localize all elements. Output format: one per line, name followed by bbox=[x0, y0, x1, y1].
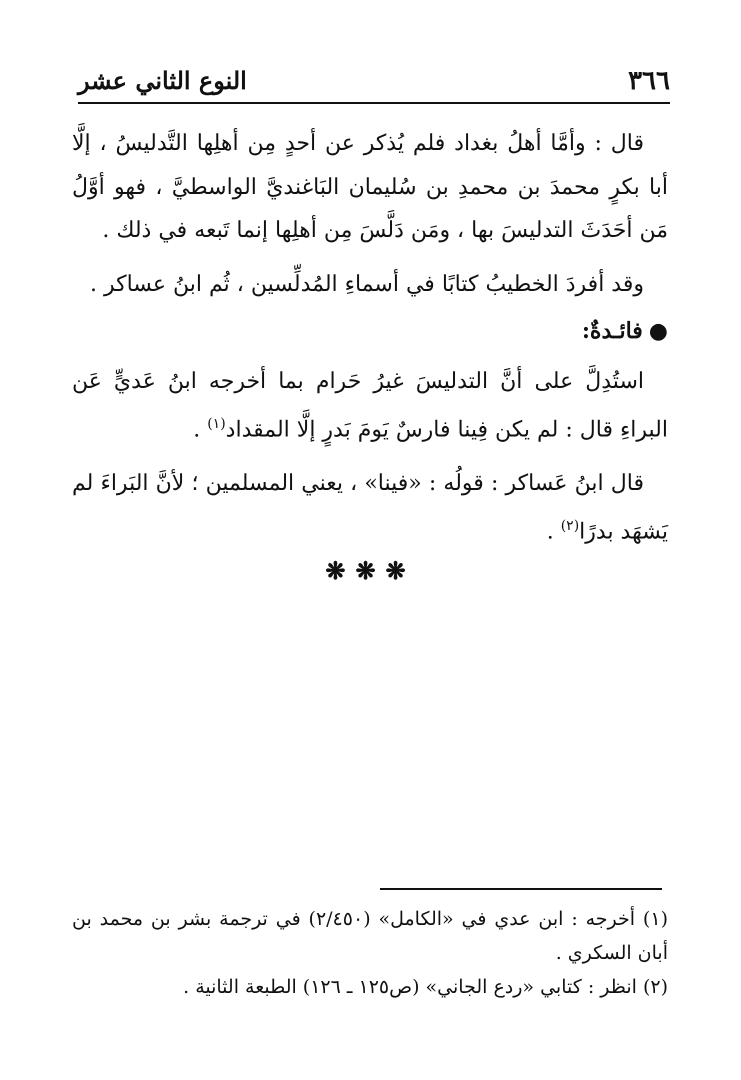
running-title: النوع الثاني عشر bbox=[78, 66, 247, 95]
footnote-2: (٢) انظر : كتابي «ردع الجاني» (ص١٢٥ ـ ١٢٦) الطبعة الثانية . bbox=[183, 976, 668, 998]
paragraph-2: وقد أفردَ الخطيبُ كتابًا في أسماءِ المُدلِّسين ، ثُم ابنُ عساكر . bbox=[90, 271, 644, 297]
footnotes bbox=[72, 902, 668, 1004]
page-header bbox=[78, 62, 670, 102]
main-text bbox=[72, 122, 668, 554]
benefit-heading-label: فائـدةٌ: bbox=[581, 318, 643, 344]
paragraph-1: قال : وأمَّا أهلُ بغداد فلم يُذكر عن أحدٍ مِن أهلِها التَّدليسُ ، إلَّا أبا بكرٍ محمدَ بن محمدِ بن سُليمان البَاغنديَّ الواسطيَّ ، فهو أوَّلُ مَن أحَدَثَ التدليسَ بها ، ومَن دَلَّسَ مِن أهلِها إنما تَبعه في ذلك . bbox=[72, 131, 668, 243]
header-rule bbox=[78, 102, 670, 104]
footnote-ref-2: (٢) bbox=[560, 518, 580, 535]
paragraph-3 bbox=[72, 360, 668, 452]
paragraph-3-end: . bbox=[193, 417, 208, 443]
paragraph-4-text: قال ابنُ عَساكر : قولُه : «فينا» ، يعني المسلمين ؛ لأنَّ البَراءَ لم يَشهَد بدرًا bbox=[72, 470, 668, 545]
footnote-1: (١) أخرجه : ابن عدي في «الكامل» (٢/٤٥٠) في ترجمة بشر بن محمد بن أبان السكري . bbox=[72, 908, 668, 964]
bullet-icon: ● bbox=[648, 318, 668, 344]
paragraph-4 bbox=[72, 462, 668, 554]
paragraph-4-end: . bbox=[546, 519, 561, 545]
benefit-heading bbox=[72, 310, 668, 354]
paragraph-3-text: استُدِلَّ على أنَّ التدليسَ غيرُ حَرام بما أخرجه ابنُ عَديٍّ عَن البراءِ قال : لم يكن فِينا فارسٌ يَومَ بَدرٍ إلَّا المقداد bbox=[72, 368, 668, 443]
section-divider-stars: ❋❋❋ bbox=[325, 556, 416, 585]
footnote-ref-1: (١) bbox=[207, 416, 226, 432]
page-number: ٣٦٦ bbox=[628, 66, 670, 96]
footnote-rule bbox=[380, 888, 662, 890]
